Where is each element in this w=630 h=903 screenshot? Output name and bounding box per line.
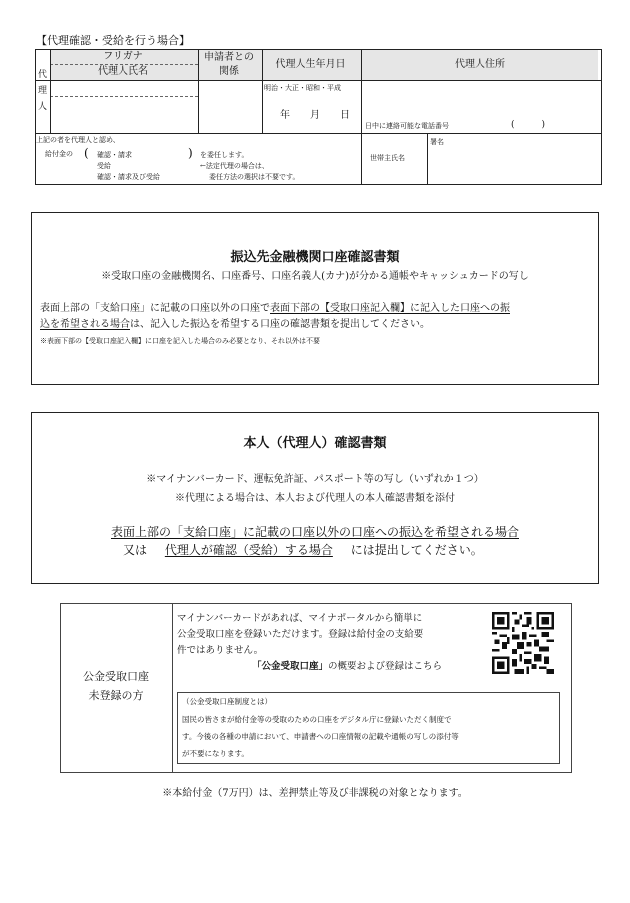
era-options: 明治・大正・昭和・平成 xyxy=(264,84,341,92)
bracket-open-icon: ( xyxy=(84,146,89,160)
side-label: 理 xyxy=(38,86,48,96)
address-input[interactable] xyxy=(362,81,598,119)
signature-field[interactable] xyxy=(428,148,598,182)
phone-label: 日中に連絡可能な電話番号 xyxy=(365,122,449,130)
id-box-line: ※マイナンバーカード、運転免許証、パスポート等の写し（いずれか１つ） xyxy=(146,474,484,485)
koukin-text: マイナンバーカードがあれば、マイナポータルから簡単に xyxy=(177,613,423,624)
id-box-line xyxy=(31,526,599,538)
id-or: 又は xyxy=(123,543,148,557)
bank-box-title: 振込先金融機関口座確認書類 xyxy=(230,250,400,265)
bank-documents-box xyxy=(31,212,599,385)
bank-body-a: 表面上部の「支給口座」に記載の口座以外の口座で xyxy=(40,303,270,314)
bank-body-c: 込を希望される場合 xyxy=(40,319,130,330)
id-box-line: ※代理による場合は、本人および代理人の本人確認書類を添付 xyxy=(175,493,455,504)
side-label: 人 xyxy=(38,102,48,112)
phone-parens[interactable]: ( ) xyxy=(511,120,546,130)
bank-body-d: は、記入した振込を希望する口座の確認書類を提出してください。 xyxy=(130,319,430,330)
delegation-text: 上記の者を代理人と認め、 xyxy=(36,136,120,144)
koukin-link-name[interactable]: 「公金受取口座」 xyxy=(252,661,329,672)
signature-label: 署名 xyxy=(430,138,444,146)
koukin-label: 未登録の方 xyxy=(88,689,144,702)
id-box-title: 本人（代理人）確認書類 xyxy=(243,436,387,451)
koukin-link-text[interactable]: の概要および登録はこちら xyxy=(328,661,443,672)
bank-body-b: 表面下部の【受取口座記入欄】に記入した口座への振 xyxy=(270,303,510,314)
koukin-link[interactable] xyxy=(252,662,442,672)
bracket-close-icon: ) xyxy=(188,146,193,160)
koukin-definition-text: が不要になります。 xyxy=(182,749,249,758)
koukin-definition-title: （公金受取口座制度とは） xyxy=(182,697,272,706)
proxy-heading: 【代理確認・受給を行う場合】 xyxy=(36,34,190,47)
household-head-label: 世帯主氏名 xyxy=(370,154,405,162)
koukin-text: 件ではありません。 xyxy=(177,645,264,656)
delegation-suffix: ←法定代理の場合は、 xyxy=(200,162,269,170)
col-relation: 申請者との xyxy=(204,52,254,63)
bank-box-subtitle: ※受取口座の金融機関名、口座番号、口座名義人(カナ)が分かる通帳やキャッシュカードの写し xyxy=(101,271,529,282)
bank-box-body xyxy=(40,320,430,330)
qr-code-icon[interactable] xyxy=(492,612,554,674)
delegation-prefix: 給付金の xyxy=(45,150,73,158)
option-confirm[interactable]: 確認・請求 xyxy=(97,151,132,159)
side-label: 代 xyxy=(38,70,48,80)
relation-input[interactable] xyxy=(198,81,260,131)
koukin-label: 公金受取口座 xyxy=(83,670,149,683)
koukin-definition-text: す。今後の各種の申請において、申請書への口座情報の記載や通帳の写しの添付等 xyxy=(182,732,459,741)
footer-note: ※本給付金（7万円）は、差押禁止等及び非課税の対象となります。 xyxy=(162,788,468,799)
col-relation: 関係 xyxy=(219,66,239,77)
delegation-suffix: 委任方法の選択は不要です。 xyxy=(209,173,300,181)
col-furigana: フリガナ xyxy=(103,51,143,62)
option-receive[interactable]: 受給 xyxy=(97,162,111,170)
col-address: 代理人住所 xyxy=(455,59,505,70)
id-condition-2: 代理人が確認（受給）する場合 xyxy=(164,543,333,557)
delegation-suffix: を委任します。 xyxy=(200,151,249,159)
id-condition-1: 表面上部の「支給口座」に記載の口座以外の口座への振込を希望される場合 xyxy=(110,525,519,539)
id-box-line xyxy=(123,544,483,556)
bank-box-body xyxy=(40,304,510,314)
date-units: 年 月 日 xyxy=(280,110,350,121)
koukin-definition-text: 国民の皆さまが給付金等の受取のための口座をデジタル庁に登録いただく制度で xyxy=(182,715,452,724)
koukin-text: 公金受取口座を登録いただけます。登録は給付金の支給要 xyxy=(177,629,424,640)
col-birthdate: 代理人生年月日 xyxy=(275,59,346,70)
col-proxy-name: 代理人氏名 xyxy=(98,66,148,77)
bank-box-note: ※表面下部の【受取口座記入欄】に口座を記入した場合のみ必要となり、それ以外は不要 xyxy=(40,337,320,345)
option-confirm-receive[interactable]: 確認・請求及び受給 xyxy=(97,173,160,181)
proxy-name-input[interactable] xyxy=(50,96,196,131)
furigana-input[interactable] xyxy=(50,81,196,95)
id-submit-text: には提出してください。 xyxy=(350,543,483,557)
